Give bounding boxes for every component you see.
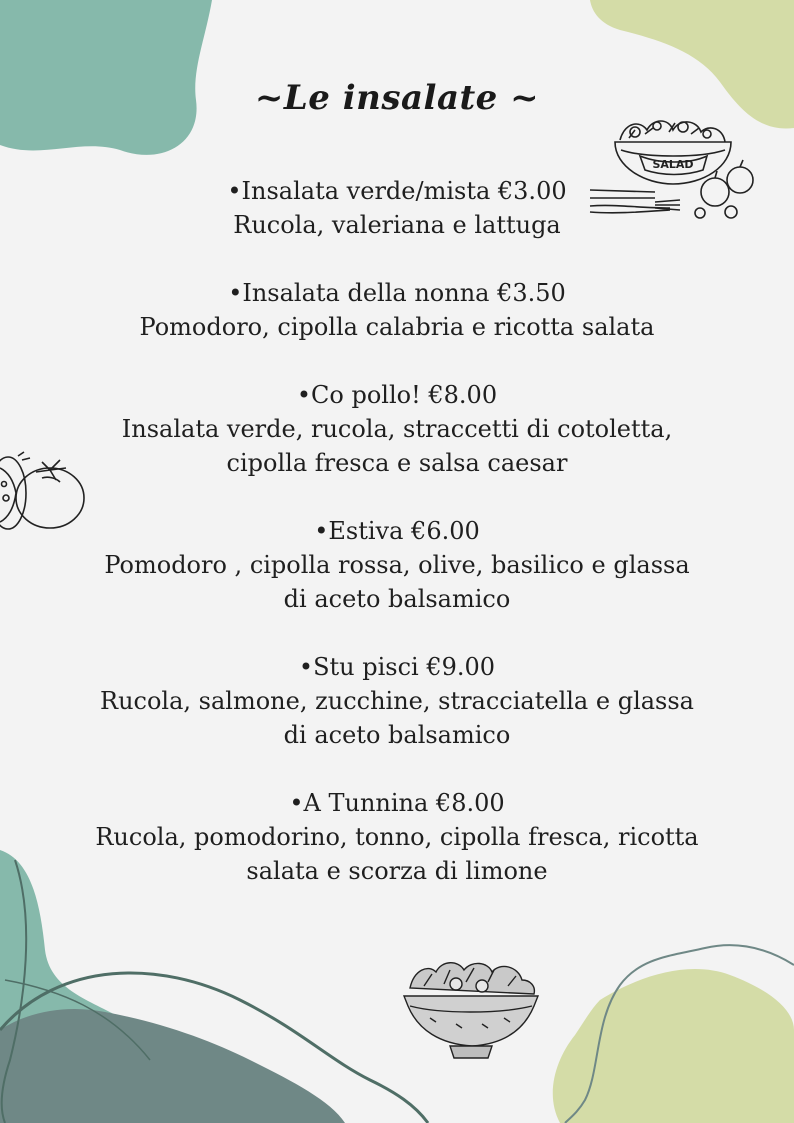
menu-item-name: •Stu pisci €9.00 <box>298 653 496 681</box>
salad-label: SALAD <box>652 158 694 171</box>
menu-item-name: •Estiva €6.00 <box>314 517 480 545</box>
tomato-icon <box>0 448 90 538</box>
dark-blob-bottom-left <box>0 1009 345 1123</box>
menu-item <box>80 276 714 344</box>
menu-item-description: Rucola, salmone, zucchine, stracciatella e glassa di aceto balsamico <box>100 687 694 749</box>
menu-item-description: Pomodoro , cipolla rossa, olive, basilico e glassa di aceto balsamico <box>104 551 690 613</box>
menu-item-description: Insalata verde, rucola, straccetti di cotoletta, cipolla fresca e salsa caesar <box>121 415 673 477</box>
menu-list <box>80 174 714 922</box>
menu-item <box>80 650 714 752</box>
menu-item-name: •Insalata verde/mista €3.00 <box>227 177 567 205</box>
page-title: ~Le insalate ~ <box>254 78 540 118</box>
menu-item <box>80 786 714 888</box>
salad-bowl-icon <box>400 958 542 1066</box>
menu-item-name: •Co pollo! €8.00 <box>296 381 498 409</box>
menu-item-description: Pomodoro, cipolla calabria e ricotta salata <box>139 313 655 341</box>
salad-bowl-icon <box>585 112 760 224</box>
menu-item <box>80 378 714 480</box>
menu-item-description: Rucola, pomodorino, tonno, cipolla fresca, ricotta salata e scorza di limone <box>95 823 699 885</box>
olive-blob-bottom-right <box>553 969 794 1123</box>
menu-item-name: •Insalata della nonna €3.50 <box>228 279 566 307</box>
menu-item <box>80 514 714 616</box>
menu-item-name: •A Tunnina €8.00 <box>289 789 505 817</box>
menu-item-description: Rucola, valeriana e lattuga <box>233 211 561 239</box>
